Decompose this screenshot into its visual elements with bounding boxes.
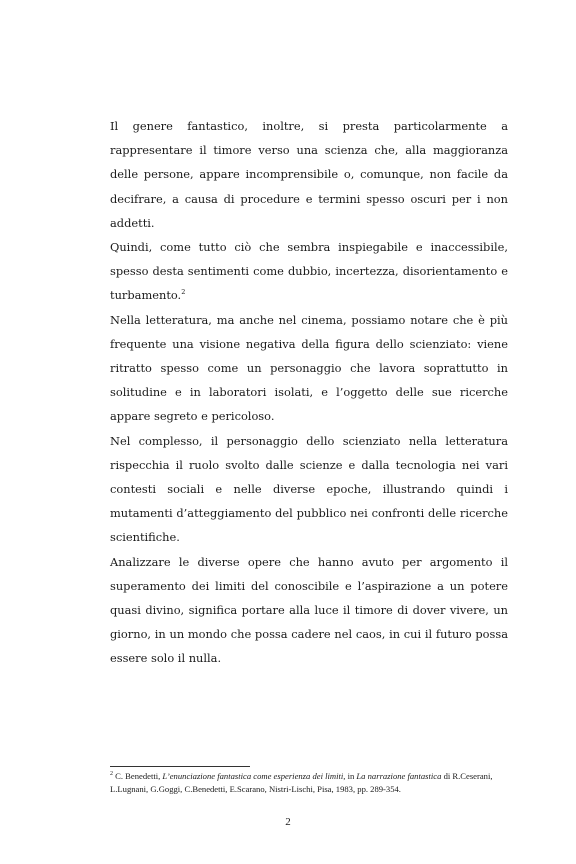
footnote-rest: di R.Ceserani, L.Lugnani, G.Goggi, C.Benedetti, E.Scarano, Nistri-Lischi, Pisa, 1983, pp. 289-354. bbox=[110, 771, 493, 794]
footnote-connector: , in bbox=[343, 771, 355, 781]
paragraph-5: Analizzare le diverse opere che hanno avuto per argomento il superamento dei limiti del conoscibile e l’aspirazione a un potere quasi divino, significa portare alla luce il timore di dover vivere, un giorno, in un mondo che possa cadere nel caos, in cui il futuro possa essere solo il nulla. bbox=[110, 554, 508, 666]
footnote bbox=[110, 770, 510, 796]
paragraph-2-text: Quindi, come tutto ciò che sembra inspiegabile e inaccessibile, spesso desta sentimenti come dubbio, incertezza, disorientamento e turbamento. bbox=[110, 240, 508, 303]
paragraph-2 bbox=[110, 235, 508, 308]
footnote-divider bbox=[110, 766, 250, 767]
body-text bbox=[110, 114, 508, 671]
paragraph-3: Nella letteratura, ma anche nel cinema, possiamo notare che è più frequente una visione negativa della figura dello scienziato: viene ritratto spesso come un personaggio che lavora soprattutto in solitudine e in laboratori isolati, e l’oggetto delle sue ricerche appare segreto e pericoloso. bbox=[110, 312, 508, 424]
footnote-reference[interactable]: 2 bbox=[181, 288, 186, 297]
page-number: 2 bbox=[285, 816, 291, 828]
footnote-title: L’enunciazione fantastica come esperienza dei limiti bbox=[162, 771, 344, 781]
footnote-book: La narrazione fantastica bbox=[356, 771, 442, 781]
paragraph-1: Il genere fantastico, inoltre, si presta particolarmente a rappresentare il timore verso una scienza che, alla maggioranza delle persone, appare incomprensibile o, comunque, non facile da decifrare, a causa di procedure e termini spesso oscuri per i non addetti. bbox=[110, 119, 508, 230]
footnote-author: C. Benedetti, bbox=[115, 771, 161, 781]
paragraph-4: Nel complesso, il personaggio dello scienziato nella letteratura rispecchia il ruolo svolto dalle scienze e dalla tecnologia nei vari contesti sociali e nelle diverse epoche, illustrando quindi i mutamenti d’atteggiamento del pubblico nei confronti delle ricerche scientifiche. bbox=[110, 433, 508, 545]
footnote-number: 2 bbox=[110, 771, 113, 778]
